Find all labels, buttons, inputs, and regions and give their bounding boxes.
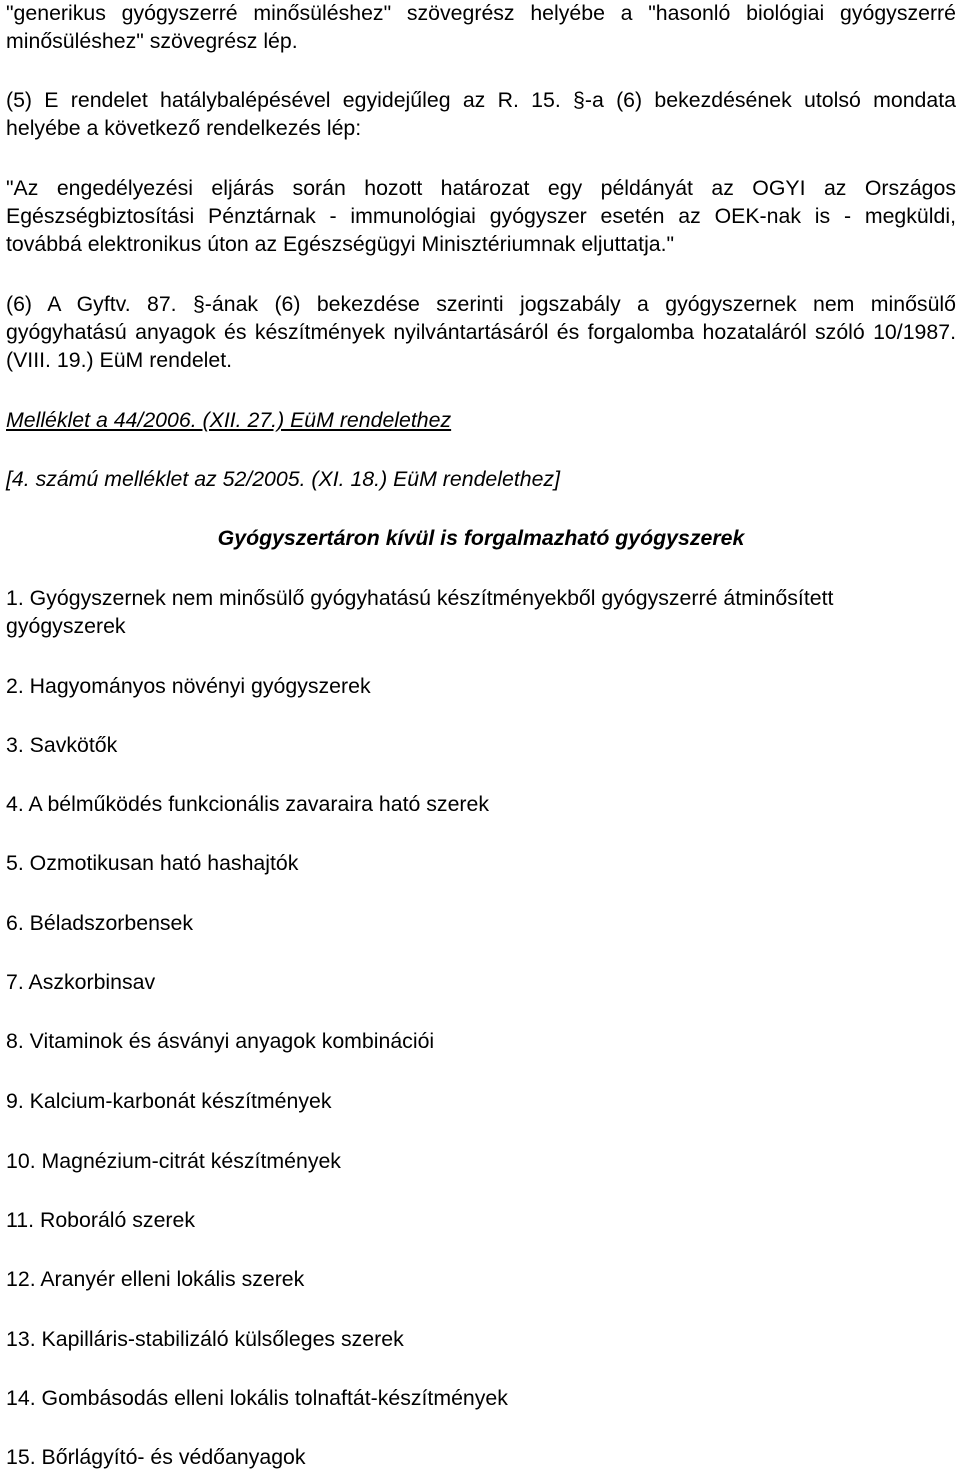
- list-item: 9. Kalcium-karbonát készítmények: [6, 1089, 332, 1113]
- list-item: 5. Ozmotikusan ható hashajtók: [6, 851, 299, 875]
- annex-reference: [4. számú melléklet az 52/2005. (XI. 18.) EüM rendelethez]: [6, 467, 560, 491]
- list-item: 6. Béladszorbensek: [6, 911, 194, 935]
- list-item: 13. Kapilláris-stabilizáló külsőleges szerek: [6, 1327, 404, 1351]
- list-item: 7. Aszkorbinsav: [6, 970, 156, 994]
- list-item: 12. Aranyér elleni lokális szerek: [6, 1267, 305, 1291]
- paragraph-quote-engedelyezes: "Az engedélyezési eljárás során hozott határozat egy példányát az OGYI az Országos Egészségbiztosítási Pénztárnak - immunológiai gyógyszer esetén az OEK-nak is - megküldi, továbbá elektronikus úton az Egészségügyi Minisztériumnak eljuttatja.": [6, 176, 956, 256]
- paragraph-generikus: "generikus gyógyszerré minősüléshez" szövegrész helyébe a "hasonló biológiai gyógyszerré minősüléshez" szövegrész lép.: [6, 1, 956, 53]
- list-item: 10. Magnézium-citrát készítmények: [6, 1149, 341, 1173]
- list-item: 2. Hagyományos növényi gyógyszerek: [6, 674, 371, 698]
- annex-title: [6, 406, 956, 434]
- paragraph-6: (6) A Gyftv. 87. §-ának (6) bekezdése szerinti jogszabály a gyógyszernek nem minősülő gyógyhatású anyagok és készítmények nyilvántartásáról és forgalomba hozataláról szóló 10/1987. (VIII. 19.) EüM rendelet.: [6, 292, 956, 372]
- list-item: 14. Gombásodás elleni lokális tolnaftát-készítmények: [6, 1386, 508, 1410]
- paragraph-5: (5) E rendelet hatálybalépésével egyidejűleg az R. 15. §-a (6) bekezdésének utolsó mondata helyébe a következő rendelkezés lép:: [6, 88, 956, 140]
- list-item: 8. Vitaminok és ásványi anyagok kombinációi: [6, 1029, 435, 1053]
- list-item: 3. Savkötők: [6, 733, 118, 757]
- annex-heading: Gyógyszertáron kívül is forgalmazható gyógyszerek: [217, 526, 745, 550]
- list-item: 11. Roboráló szerek: [6, 1208, 196, 1232]
- list-item: 15. Bőrlágyító- és védőanyagok: [6, 1445, 306, 1469]
- list-item: 1. Gyógyszernek nem minősülő gyógyhatású készítményekből gyógyszerré átminősített gyógyszerek: [6, 586, 834, 638]
- list-item: 4. A bélműködés funkcionális zavaraira ható szerek: [6, 792, 489, 816]
- annex-title-text: Melléklet a 44/2006. (XII. 27.) EüM rendelethez: [6, 408, 452, 432]
